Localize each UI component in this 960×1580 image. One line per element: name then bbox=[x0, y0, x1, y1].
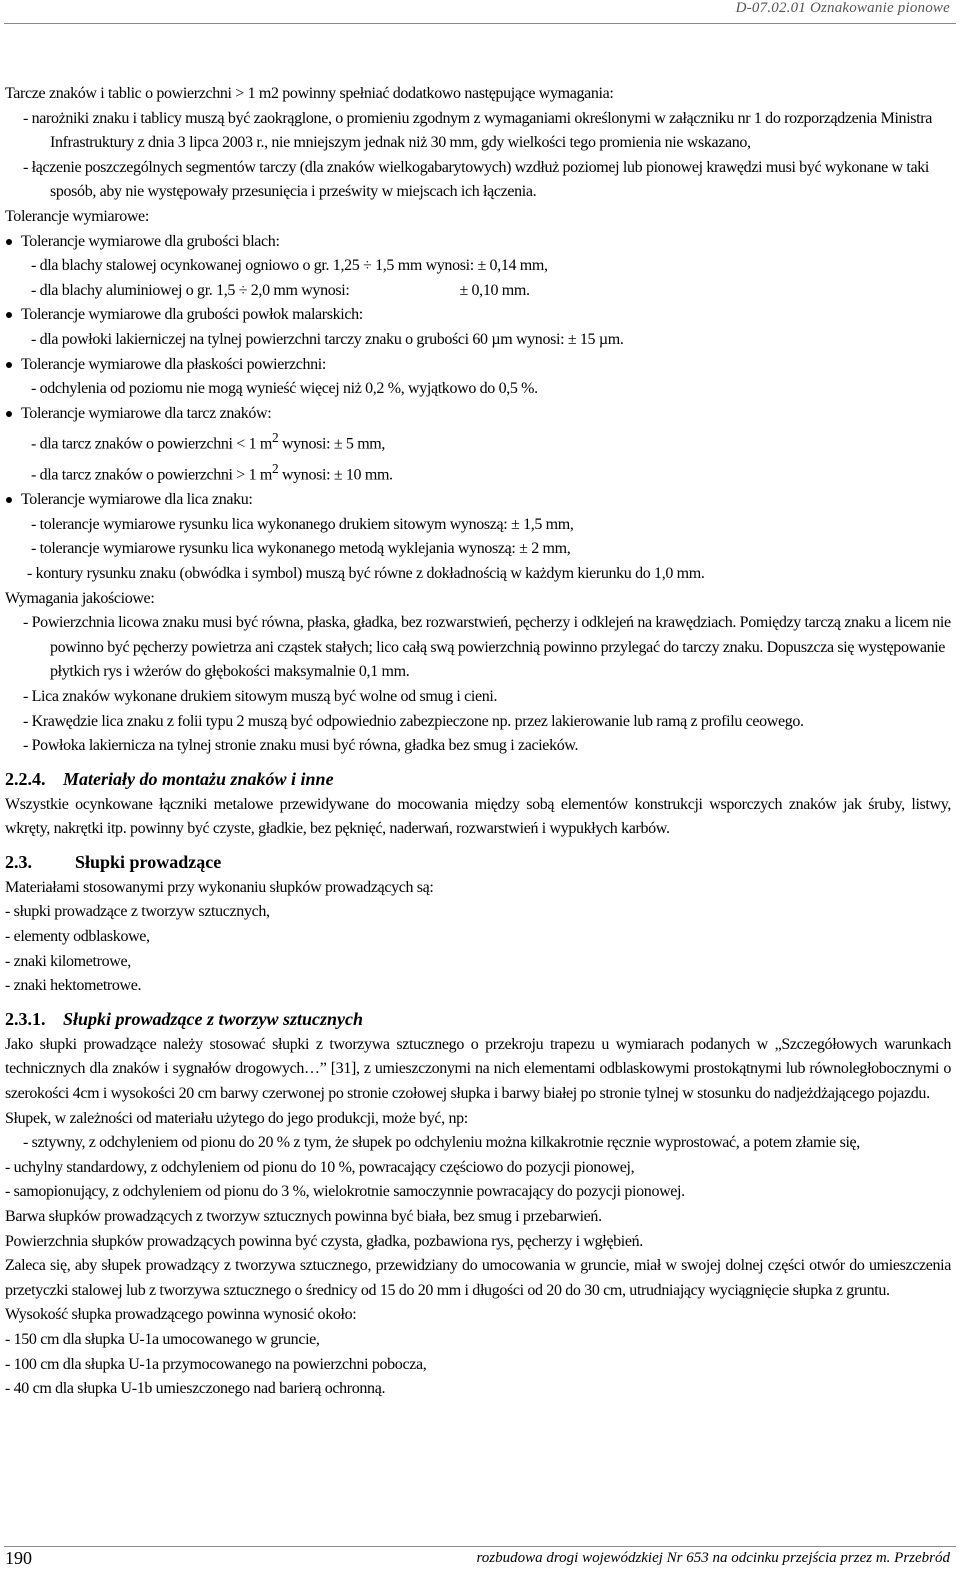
section-number: 2.2.4. bbox=[5, 768, 46, 789]
paragraph: Zaleca się, aby słupek prowadzący z tworzywa sztucznego, przewidziany do umocowania w gruncie, miał w swojej dolnej części otwór do umieszczenia przetyczki stalowej lub z tworzywa sztucznego o średnicy od 15 do 20 mm i długości od 20 do 30 cm, utrudniający wyciągnięcie słupka z gruntu. bbox=[5, 1257, 951, 1299]
list-item: - 40 cm dla słupka U-1b umieszczonego nad barierą ochronną. bbox=[5, 1380, 386, 1398]
list-item bbox=[5, 457, 951, 488]
bullet-item: Tolerancje wymiarowe dla lica znaku: bbox=[5, 488, 951, 513]
paragraph: Wszystkie ocynkowane łączniki metalowe przewidywane do mocowania między sobą elementów konstrukcji wsporczych znaków jak śruby, listwy, wkręty, nakrętki itp. powinny być czyste, gładkie, bez pęknięć, naderwań, rozwarstwień i wypukłych karbów. bbox=[5, 795, 951, 838]
section-heading bbox=[5, 1007, 951, 1031]
footer-rule bbox=[4, 1546, 956, 1547]
document-body bbox=[5, 82, 951, 1402]
section-title: Słupki prowadzące z tworzyw sztucznych bbox=[63, 1008, 364, 1029]
list-item: - narożniki znaku i tablicy muszą być zaokrąglone, o promieniu zgodnym z wymaganiami określonymi w załączniku nr 1 do rozporządzenia Ministra Infrastruktury z dnia 3 lipca 2003 r., nie mniejszym jednak niż 30 mm, gdy wielkości tego promienia nie wskazano, bbox=[23, 109, 933, 152]
list-item bbox=[5, 426, 951, 457]
paragraph: Słupek, w zależności od materiału użytego do jego produkcji, może być, np: bbox=[5, 1109, 468, 1127]
page-number: 190 bbox=[5, 1548, 32, 1568]
bullet-item: Tolerancje wymiarowe dla grubości powłok malarskich: bbox=[5, 303, 951, 328]
bullet-item: Tolerancje wymiarowe dla grubości blach: bbox=[5, 230, 951, 255]
bullet-item: Tolerancje wymiarowe dla płaskości powierzchni: bbox=[5, 353, 951, 378]
list-item: - Krawędzie lica znaku z folii typu 2 muszą być odpowiednio zabezpieczone np. przez lakierowanie lub ramą z profilu ceowego. bbox=[23, 712, 804, 730]
text: wynosi: ± 5 mm, bbox=[278, 435, 386, 453]
list-item: - tolerancje wymiarowe rysunku lica wykonanego drukiem sitowym wynoszą: ± 1,5 mm, bbox=[31, 515, 574, 533]
paragraph: Materiałami stosowanymi przy wykonaniu słupków prowadzących są: bbox=[5, 878, 434, 896]
list-item: - znaki hektometrowe. bbox=[5, 977, 142, 995]
list-item: - Lica znaków wykonane drukiem sitowym muszą być wolne od smug i cieni. bbox=[23, 687, 498, 705]
section-title: Słupki prowadzące bbox=[75, 851, 222, 872]
section-heading bbox=[5, 767, 951, 791]
superscript: 2 bbox=[271, 461, 279, 477]
list-item: - dla powłoki lakierniczej na tylnej powierzchni tarczy znaku o grubości 60 µm wynosi: ± 15 µm. bbox=[31, 330, 624, 348]
list-item: - łączenie poszczególnych segmentów tarczy (dla znaków wielkogabarytowych) wzdłuż poziomej lub pionowej krawędzi musi być wykonane w taki sposób, aby nie występowały przesunięcia i prześwity w miejscach ich łączenia. bbox=[23, 158, 929, 201]
list-item bbox=[5, 279, 951, 304]
list-item: - sztywny, z odchyleniem od pionu do 20 % z tym, że słupek po odchyleniu można kilkakrotnie ręcznie wyprostować, a potem złamie się, bbox=[23, 1134, 860, 1152]
section-title: Materiały do montażu znaków i inne bbox=[63, 768, 334, 789]
list-item: - tolerancje wymiarowe rysunku lica wykonanego metodą wyklejania wynoszą: ± 2 mm, bbox=[31, 540, 571, 558]
paragraph: Wymagania jakościowe: bbox=[5, 589, 155, 607]
list-item: - znaki kilometrowe, bbox=[5, 952, 131, 970]
paragraph: Tolerancje wymiarowe: bbox=[5, 207, 149, 225]
list-item: - dla blachy stalowej ocynkowanej ogniowo o gr. 1,25 ÷ 1,5 mm wynosi: ± 0,14 mm, bbox=[31, 257, 548, 275]
section-heading bbox=[5, 850, 951, 874]
superscript: 2 bbox=[271, 430, 279, 446]
list-item: - elementy odblaskowe, bbox=[5, 928, 150, 946]
list-item: - odchylenia od poziomu nie mogą wynieść więcej niż 0,2 %, wyjątkowo do 0,5 %. bbox=[31, 380, 538, 398]
list-item: - słupki prowadzące z tworzyw sztucznych, bbox=[5, 903, 270, 921]
text: - dla tarcz znaków o powierzchni < 1 m bbox=[31, 435, 272, 453]
list-item: - uchylny standardowy, z odchyleniem od pionu do 10 %, powracający częściowo do pozycji pionowej, bbox=[5, 1158, 635, 1176]
section-number: 2.3.1. bbox=[5, 1008, 46, 1029]
paragraph: Powierzchnia słupków prowadzących powinna być czysta, gładka, pozbawiona rys, pęcherzy i wgłębień. bbox=[5, 1232, 643, 1250]
text: ± 0,10 mm. bbox=[459, 281, 530, 299]
header-rule bbox=[4, 23, 956, 24]
text: - dla blachy aluminiowej o gr. 1,5 ÷ 2,0 mm wynosi: bbox=[31, 281, 350, 299]
list-item: - Powierzchnia licowa znaku musi być równa, płaska, gładka, bez rozwarstwień, pęcherzy i odklejeń na krawędziach. Pomiędzy tarczą znaku a licem nie powinno być pęcherzy powietrza ani cząstek stałych; lico całą swą powierzchnią powinno przylegać do tarczy znaku. Dopuszcza się występowanie płytkich rys i wżerów do głębokości maksymalnie 0,1 mm. bbox=[23, 614, 951, 681]
list-item: - 150 cm dla słupka U-1a umocowanego w gruncie, bbox=[5, 1330, 320, 1348]
list-item: - samopionujący, z odchyleniem od pionu do 3 %, wielokrotnie samoczynnie powracający do pozycji pionowej. bbox=[5, 1183, 685, 1201]
running-header: D-07.02.01 Oznakowanie pionowe bbox=[735, 0, 950, 16]
bullet-item: Tolerancje wymiarowe dla tarcz znaków: bbox=[5, 402, 951, 427]
section-number: 2.3. bbox=[5, 851, 32, 872]
list-item: - 100 cm dla słupka U-1a przymocowanego na powierzchni pobocza, bbox=[5, 1355, 427, 1373]
paragraph: Barwa słupków prowadzących z tworzyw sztucznych powinna być biała, bez smug i przebarwień. bbox=[5, 1208, 602, 1225]
text: - dla tarcz znaków o powierzchni > 1 m bbox=[31, 466, 272, 484]
list-item: - Powłoka lakiernicza na tylnej stronie znaku musi być równa, gładka bez smug i zacieków. bbox=[23, 737, 579, 755]
list-item: - kontury rysunku znaku (obwódka i symbol) muszą być równe z dokładnością w każdym kierunku do 1,0 mm. bbox=[27, 564, 705, 582]
text: wynosi: ± 10 mm. bbox=[278, 466, 393, 484]
paragraph: Tarcze znaków i tablic o powierzchni > 1 m2 powinny spełniać dodatkowo następujące wymagania: bbox=[5, 85, 614, 102]
paragraph: Jako słupki prowadzące należy stosować słupki z tworzywa sztucznego o przekroju trapezu u wymiarach podanych w „Szczegółowych warunkach technicznych dla znaków i sygnałów drogowych…” [31], z umieszczonymi na nich elementami odblaskowymi prostokątnymi lub równoległobocznymi o szerokości 4cm i wysokości 20 cm barwy czerwonej po stronie czołowej słupka i barwy białej po stronie tylnej w stosunku do nadjeżdżającego pojazdu. bbox=[5, 1035, 951, 1103]
paragraph: Wysokość słupka prowadzącego powinna wynosić około: bbox=[5, 1306, 357, 1324]
footer-text: rozbudowa drogi wojewódzkiej Nr 653 na odcinku przejścia przez m. Przebród bbox=[476, 1550, 950, 1566]
